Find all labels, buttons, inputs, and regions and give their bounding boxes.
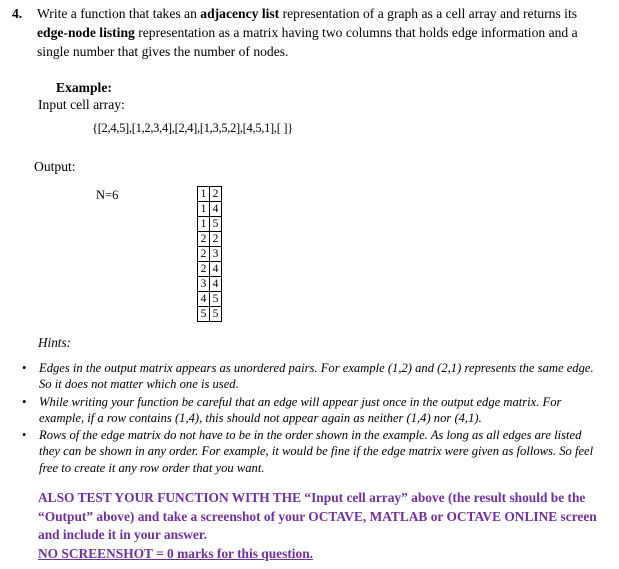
hint-item xyxy=(22,394,600,427)
edge-row xyxy=(198,187,222,202)
edge-cell: 1 xyxy=(198,187,210,202)
hint-item xyxy=(22,427,600,476)
edge-cell: 2 xyxy=(198,247,210,262)
edge-cell: 2 xyxy=(210,187,222,202)
hints-label: Hints: xyxy=(38,335,71,350)
bullet-icon: • xyxy=(22,428,27,443)
edge-cell: 3 xyxy=(210,247,222,262)
example-heading: Example: xyxy=(56,80,112,95)
edge-row xyxy=(198,277,222,292)
hint-item xyxy=(22,360,600,393)
question-part-3: representation as a matrix having two columns that holds edge information and a single number that gives the number of nodes. xyxy=(37,25,578,59)
question-bold-adjacency-list: adjacency list xyxy=(200,6,280,21)
edge-cell: 5 xyxy=(210,292,222,307)
note-text: ALSO TEST YOUR FUNCTION WITH THE “Input cell array” above (the result should be the “Output” above) and take a screenshot of your OCTAVE, MATLAB or OCTAVE ONLINE screen and include it in your answer. xyxy=(38,490,597,543)
edge-cell: 2 xyxy=(210,232,222,247)
screenshot-note xyxy=(38,489,606,563)
edge-cell: 5 xyxy=(210,307,222,322)
edge-cell: 1 xyxy=(198,202,210,217)
edge-row xyxy=(198,262,222,277)
hints-list xyxy=(22,360,600,477)
question-body xyxy=(37,4,604,61)
question-number: 4. xyxy=(12,6,23,21)
note-warning: NO SCREENSHOT = 0 marks for this question. xyxy=(38,545,313,561)
hint-text: Rows of the edge matrix do not have to be in the order shown in the example. As long as all edges are listed they can be shown in any order. For example, it would be fine if the edge matrix were given as follows. So feel free to create it any row order that you want. xyxy=(39,428,594,475)
edge-cell: 5 xyxy=(198,307,210,322)
edge-cell: 4 xyxy=(210,262,222,277)
input-label: Input cell array: xyxy=(38,97,125,112)
edge-row xyxy=(198,307,222,322)
edge-cell: 4 xyxy=(198,292,210,307)
question-text xyxy=(12,4,604,61)
edge-row xyxy=(198,292,222,307)
edge-cell: 4 xyxy=(210,277,222,292)
edge-matrix-body xyxy=(198,187,222,322)
edge-matrix-table xyxy=(197,186,222,322)
bullet-icon: • xyxy=(22,394,27,409)
edge-cell: 2 xyxy=(198,262,210,277)
question-part-2: representation of a graph as a cell array and returns its xyxy=(279,6,578,21)
edge-cell: 4 xyxy=(210,202,222,217)
edge-row xyxy=(198,232,222,247)
edge-row xyxy=(198,217,222,232)
input-cell-array: {[2,4,5],[1,2,3,4],[2,4],[1,3,5,2],[4,5,1],[ ]} xyxy=(92,121,293,135)
question-bold-edge-node-listing: edge-node listing xyxy=(37,25,135,40)
edge-cell: 2 xyxy=(198,232,210,247)
bullet-icon: • xyxy=(22,361,27,375)
output-label: Output: xyxy=(34,159,76,174)
node-count: N=6 xyxy=(96,188,119,202)
edge-cell: 3 xyxy=(198,277,210,292)
hint-text: While writing your function be careful that an edge will appear just once in the output edge matrix. For example, if a row contains (1,4), this should not appear again as neither (1,4) nor (4,1). xyxy=(39,394,562,425)
edge-row xyxy=(198,247,222,262)
hint-text: Edges in the output matrix appears as unordered pairs. For example (1,2) and (2,1) represents the same edge. So it does not matter which one is used. xyxy=(39,361,594,392)
edge-cell: 1 xyxy=(198,217,210,232)
question-part-1: Write a function that takes an xyxy=(37,6,201,21)
edge-row xyxy=(198,202,222,217)
edge-cell: 5 xyxy=(210,217,222,232)
